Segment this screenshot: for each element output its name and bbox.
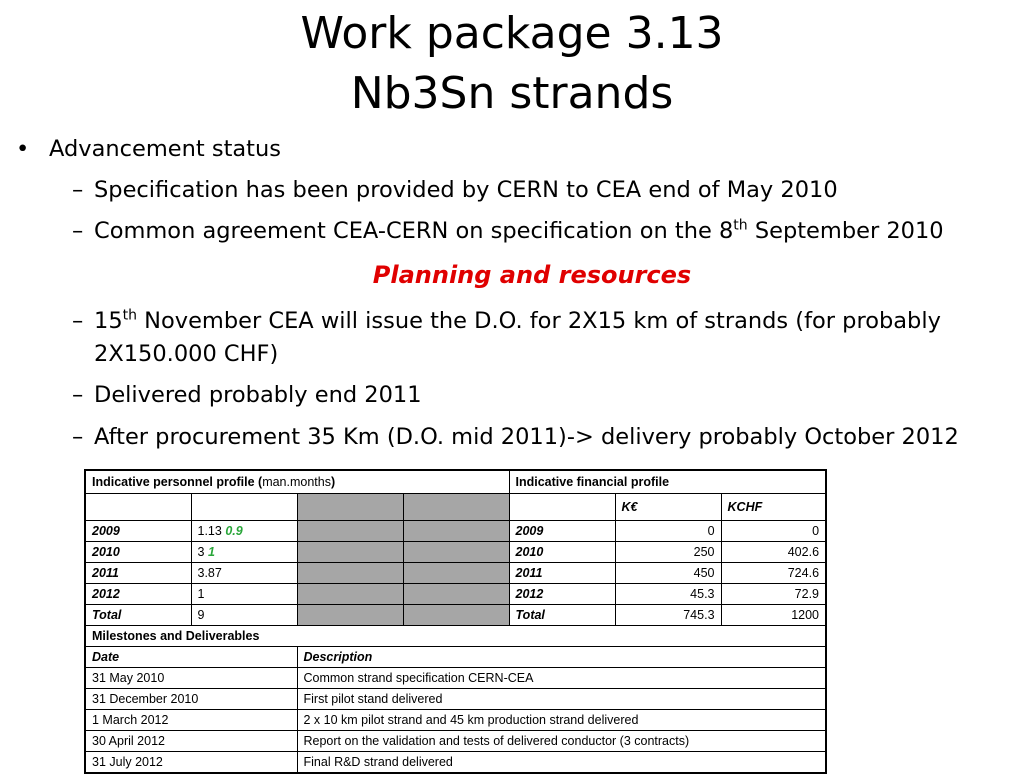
- fyear-cell: 2011: [509, 563, 615, 584]
- kchf-cell: 724.6: [721, 563, 826, 584]
- col-keur: K€: [615, 494, 721, 521]
- dash-icon: –: [72, 308, 84, 334]
- milestones-header-row: [85, 626, 826, 647]
- grey-cell: [403, 563, 509, 584]
- keur-cell: 450: [615, 563, 721, 584]
- subbullet-spec-text: Specification has been provided by CERN to CEA end of May 2010: [94, 177, 838, 203]
- fyear-cell: 2010: [509, 542, 615, 563]
- wp-table: [84, 469, 827, 774]
- table-row: [85, 584, 826, 605]
- kchf-cell: 1200: [721, 605, 826, 626]
- table-row: [85, 521, 826, 542]
- subbullet-procurement-text: After procurement 35 Km (D.O. mid 2011)-> delivery probably October 2012: [94, 424, 959, 450]
- milestone-date: 31 July 2012: [85, 752, 297, 774]
- subbullet-agreement-text: [94, 216, 944, 246]
- milestone-row: [85, 668, 826, 689]
- grey-cell: [297, 584, 403, 605]
- dash-icon: –: [72, 424, 84, 450]
- pm-cell: 1: [191, 584, 297, 605]
- col-date: Date: [85, 647, 297, 668]
- slide-title: [0, 4, 1024, 124]
- milestone-desc: 2 x 10 km pilot strand and 45 km production strand delivered: [297, 710, 826, 731]
- title-line-2: Nb3Sn strands: [350, 68, 674, 119]
- milestone-date: 1 March 2012: [85, 710, 297, 731]
- empty-cell: [509, 494, 615, 521]
- grey-cell: [403, 584, 509, 605]
- year-cell: 2009: [85, 521, 191, 542]
- grey-cell: [403, 605, 509, 626]
- dash-icon: –: [72, 382, 84, 408]
- dash-icon: –: [72, 218, 84, 244]
- personnel-header: Indicative personnel profile (man.months): [85, 470, 509, 494]
- pm-cell: 3.87: [191, 563, 297, 584]
- agreement-pre: Common agreement CEA-CERN on specification on the 8: [94, 218, 734, 244]
- milestone-desc: First pilot stand delivered: [297, 689, 826, 710]
- grey-cell: [297, 542, 403, 563]
- year-cell: 2011: [85, 563, 191, 584]
- grey-cell: [403, 521, 509, 542]
- revised-value: 0.9: [225, 524, 243, 538]
- kchf-cell: 72.9: [721, 584, 826, 605]
- empty-cell: [85, 494, 191, 521]
- fyear-cell: Total: [509, 605, 615, 626]
- dash-icon: –: [72, 177, 84, 203]
- keur-cell: 45.3: [615, 584, 721, 605]
- keur-cell: 0: [615, 521, 721, 542]
- grey-cell: [297, 521, 403, 542]
- pm-cell: 1.13 0.9: [191, 521, 297, 542]
- agreement-post: September 2010: [747, 218, 944, 244]
- grey-cell: [403, 494, 509, 521]
- milestones-columns-row: [85, 647, 826, 668]
- milestone-row: [85, 710, 826, 731]
- milestone-desc: Common strand specification CERN-CEA: [297, 668, 826, 689]
- milestone-row: [85, 689, 826, 710]
- milestones-header: Milestones and Deliverables: [85, 626, 826, 647]
- grey-cell: [403, 542, 509, 563]
- do-pre: 15: [94, 308, 123, 334]
- planning-heading: Planning and resources: [372, 261, 692, 289]
- revised-value: 1: [207, 545, 215, 559]
- table-row: [85, 563, 826, 584]
- do-post: November CEA will issue the D.O. for 2X15 km of strands (for probably: [137, 308, 941, 334]
- milestone-date: 31 December 2010: [85, 689, 297, 710]
- fyear-cell: 2012: [509, 584, 615, 605]
- milestone-row: [85, 752, 826, 774]
- milestone-row: [85, 731, 826, 752]
- milestone-desc: Report on the validation and tests of delivered conductor (3 contracts): [297, 731, 826, 752]
- financial-header: Indicative financial profile: [509, 470, 826, 494]
- table-header-row: [85, 470, 826, 494]
- title-line-1: Work package 3.13: [300, 8, 724, 59]
- grey-cell: [297, 563, 403, 584]
- milestone-desc: Final R&D strand delivered: [297, 752, 826, 774]
- grey-cell: [297, 605, 403, 626]
- bullet-dot-icon: •: [16, 136, 30, 162]
- pm-cell: 3 1: [191, 542, 297, 563]
- year-cell: 2012: [85, 584, 191, 605]
- table-row: [85, 542, 826, 563]
- col-description: Description: [297, 647, 826, 668]
- col-kchf: KCHF: [721, 494, 826, 521]
- do-sup: th: [122, 307, 138, 324]
- year-cell: Total: [85, 605, 191, 626]
- agreement-sup: th: [733, 217, 748, 234]
- kchf-cell: 0: [721, 521, 826, 542]
- keur-cell: 250: [615, 542, 721, 563]
- subbullet-do-text: [94, 306, 941, 336]
- empty-cell: [191, 494, 297, 521]
- year-cell: 2010: [85, 542, 191, 563]
- table-row-total: [85, 605, 826, 626]
- subbullet-delivered-text: Delivered probably end 2011: [94, 382, 422, 408]
- fyear-cell: 2009: [509, 521, 615, 542]
- table-units-row: [85, 494, 826, 521]
- milestone-date: 31 May 2010: [85, 668, 297, 689]
- subbullet-do-line2: 2X150.000 CHF): [94, 341, 279, 367]
- grey-cell: [297, 494, 403, 521]
- pm-cell: 9: [191, 605, 297, 626]
- kchf-cell: 402.6: [721, 542, 826, 563]
- bullet-advancement-text: Advancement status: [49, 136, 281, 162]
- keur-cell: 745.3: [615, 605, 721, 626]
- milestone-date: 30 April 2012: [85, 731, 297, 752]
